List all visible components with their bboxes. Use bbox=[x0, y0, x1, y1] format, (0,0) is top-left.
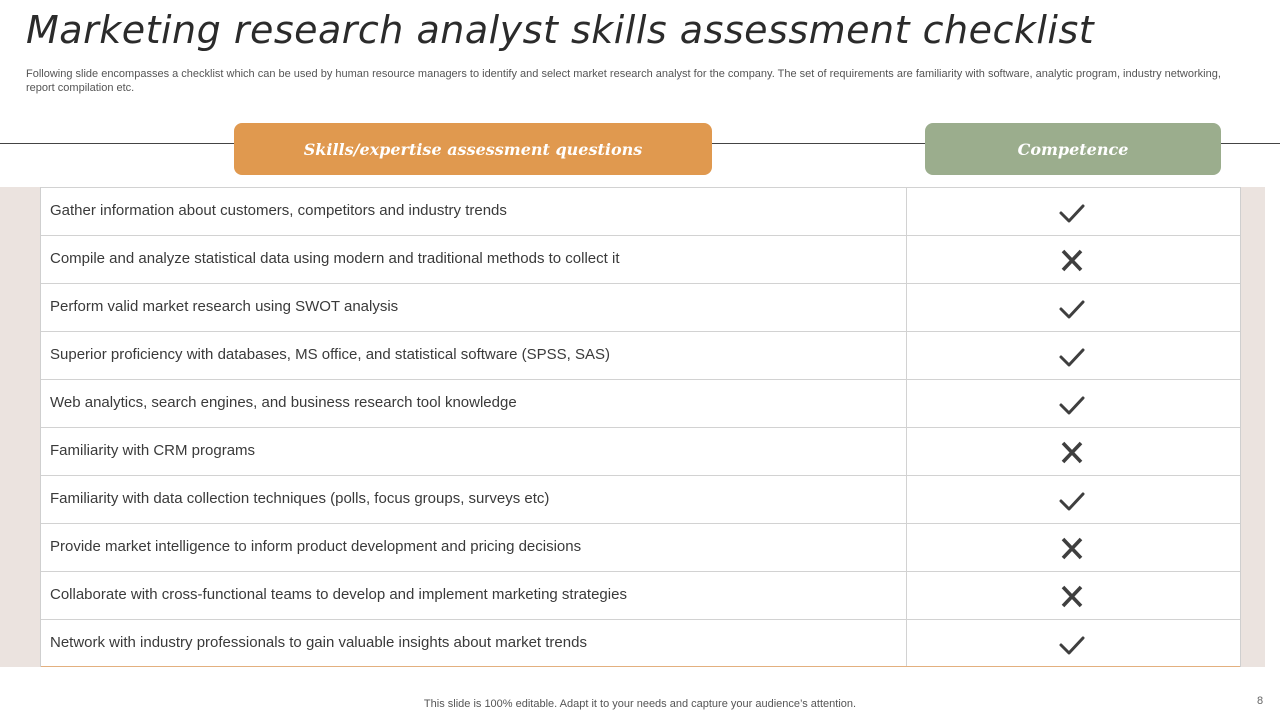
cross-icon bbox=[1056, 440, 1088, 466]
question-text: Superior proficiency with databases, MS office, and statistical software (SPSS, SAS) bbox=[50, 346, 610, 363]
cross-icon bbox=[1056, 584, 1088, 610]
cross-icon bbox=[1056, 248, 1088, 274]
page-number: 8 bbox=[1257, 695, 1264, 707]
page-subtitle: Following slide encompasses a checklist which can be used by human resource managers to identify and select market research analyst for the company. The set of requirements are familiarity with software, analytic program, industry networking, report compilation etc. bbox=[26, 68, 1221, 94]
table-row bbox=[41, 619, 1240, 667]
table-row bbox=[41, 475, 1240, 523]
question-text: Perform valid market research using SWOT analysis bbox=[50, 298, 399, 315]
question-text: Network with industry professionals to gain valuable insights about market trends bbox=[50, 634, 587, 651]
question-text: Web analytics, search engines, and business research tool knowledge bbox=[50, 394, 517, 411]
table-row bbox=[41, 379, 1240, 427]
question-text: Familiarity with CRM programs bbox=[50, 442, 256, 459]
page-title: Marketing research analyst skills assessment checklist bbox=[26, 8, 1095, 52]
question-text: Familiarity with data collection techniques (polls, focus groups, surveys etc) bbox=[50, 490, 550, 507]
table-row bbox=[41, 571, 1240, 619]
check-icon bbox=[1056, 632, 1088, 658]
question-text: Provide market intelligence to inform product development and pricing decisions bbox=[50, 538, 582, 555]
checklist-table bbox=[40, 187, 1241, 667]
table-row bbox=[41, 283, 1240, 331]
table-row bbox=[41, 235, 1240, 283]
check-icon bbox=[1056, 344, 1088, 370]
skills-column-header: Skills/expertise assessment questions bbox=[234, 123, 712, 175]
footer-text: This slide is 100% editable. Adapt it to your needs and capture your audience’s attention. bbox=[423, 698, 857, 710]
table-row bbox=[41, 331, 1240, 379]
question-text: Collaborate with cross-functional teams to develop and implement marketing strategies bbox=[50, 586, 627, 603]
table-row bbox=[41, 427, 1240, 475]
check-icon bbox=[1056, 296, 1088, 322]
check-icon bbox=[1056, 200, 1088, 226]
table-row bbox=[41, 523, 1240, 571]
question-text: Gather information about customers, competitors and industry trends bbox=[50, 202, 507, 219]
check-icon bbox=[1056, 488, 1088, 514]
cross-icon bbox=[1056, 536, 1088, 562]
question-text: Compile and analyze statistical data using modern and traditional methods to collect it bbox=[50, 250, 620, 267]
footer-note bbox=[0, 698, 1280, 710]
table-row bbox=[41, 187, 1240, 235]
competence-column-header: Competence bbox=[925, 123, 1221, 175]
check-icon bbox=[1056, 392, 1088, 418]
